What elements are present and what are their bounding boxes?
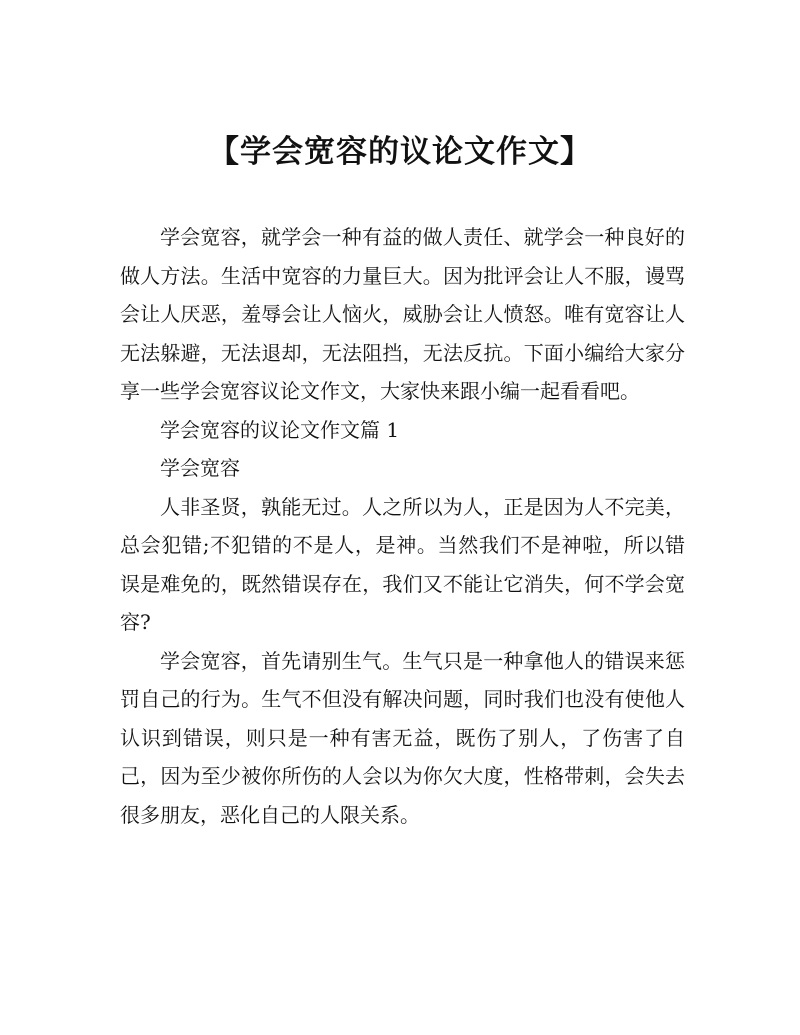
essay-title: 学会宽容: [160, 456, 240, 480]
intro-paragraph: 学会宽容，就学会一种有益的做人责任、就学会一种良好的做人方法。生活中宽容的力量巨大。因为批评会让人不服，谩骂会让人厌恶，羞辱会让人恼火，威胁会让人愤怒。唯有宽容让人无法躲避，无法退却，无法阻挡，无法反抗。下面小编给大家分享一些学会宽容议论文作文，大家快来跟小编一起看看吧。: [120, 225, 685, 403]
body-paragraph-1: 人非圣贤，孰能无过。人之所以为人，正是因为人不完美，总会犯错;不犯错的不是人，是神。当然我们不是神啦，所以错误是难免的，既然错误存在，我们又不能让它消失，何不学会宽容?: [120, 494, 685, 634]
body-paragraph-2: 学会宽容，首先请别生气。生气只是一种拿他人的错误来惩罚自己的行为。生气不但没有解决问题，同时我们也没有使他人认识到错误，则只是一种有害无益，既伤了别人，了伤害了自己，因为至少被你所伤的人会以为你欠大度，性格带刺，会失去很多朋友，恶化自己的人限关系。: [120, 648, 685, 827]
document-title: 【学会宽容的议论文作文】: [208, 134, 592, 170]
document-body: [120, 218, 685, 834]
section-heading: 学会宽容的议论文作文篇 1: [160, 417, 400, 442]
